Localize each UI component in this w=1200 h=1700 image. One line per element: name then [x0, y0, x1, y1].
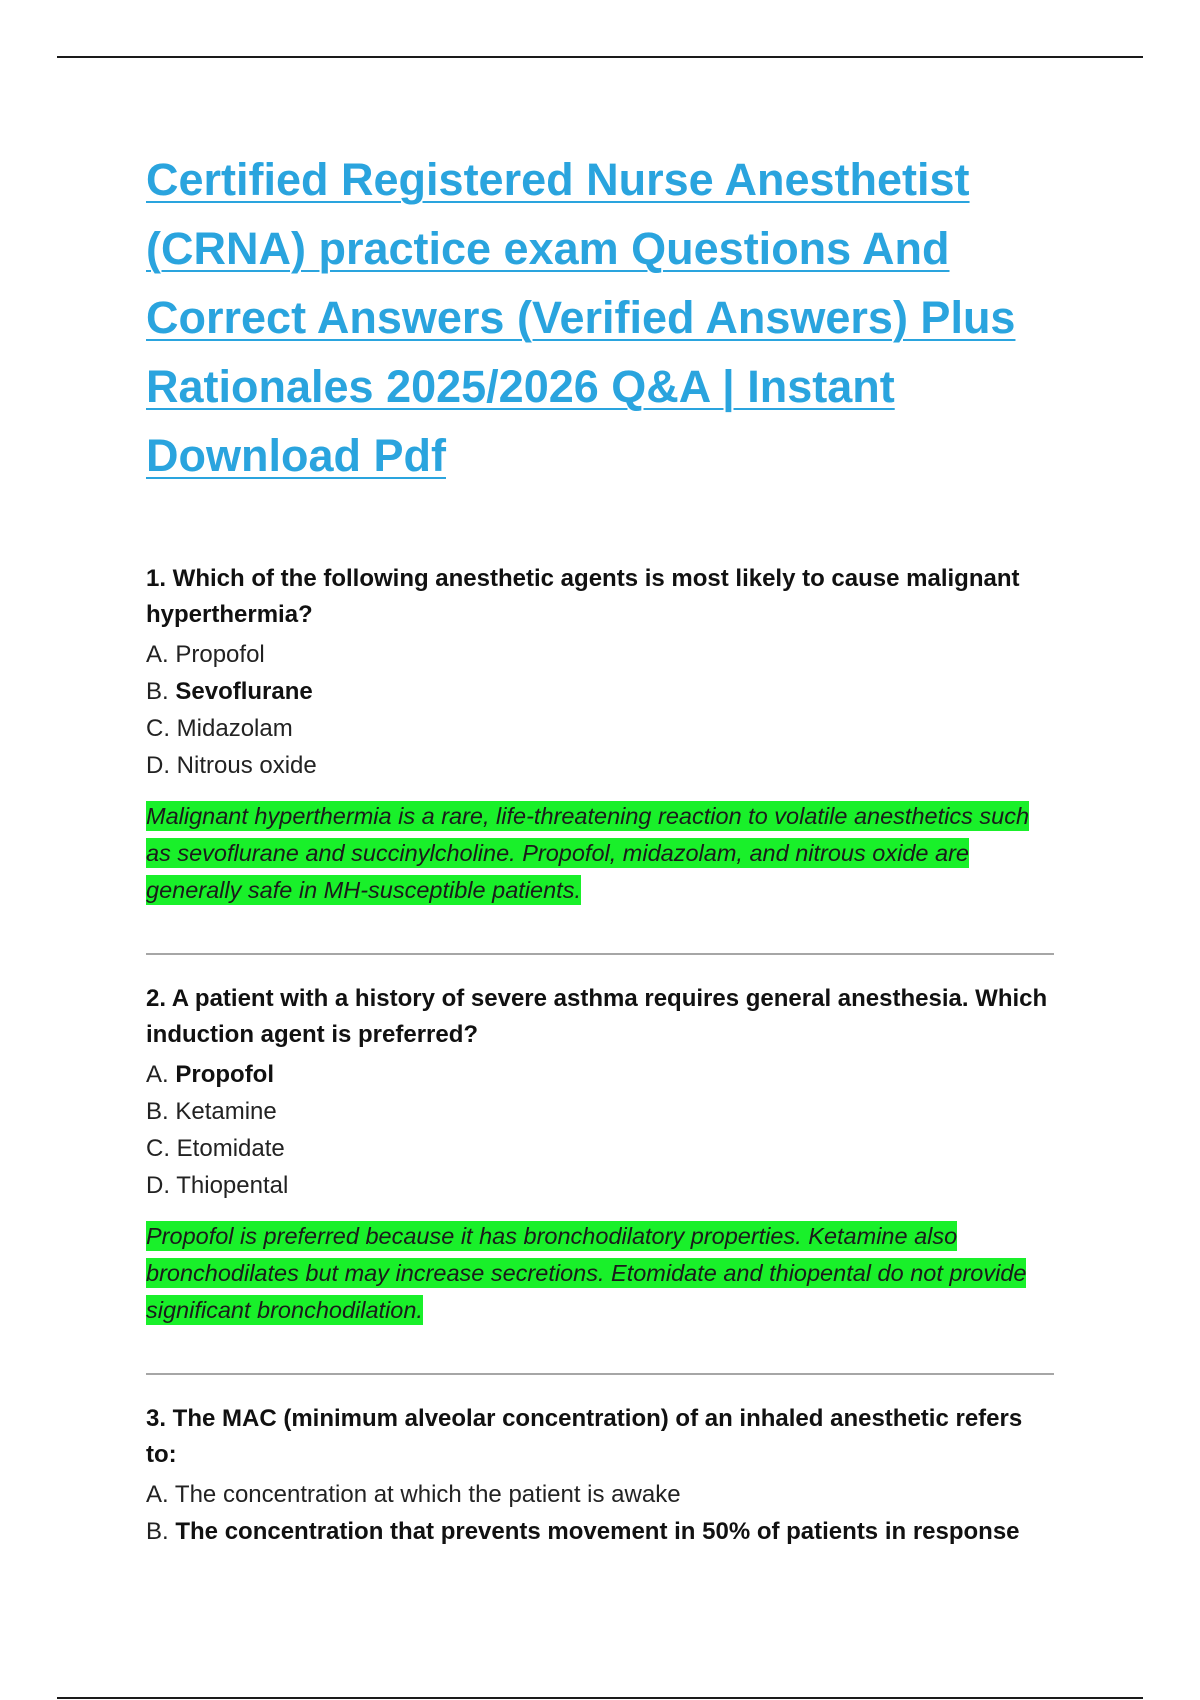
- answer-option-d: [146, 747, 1056, 784]
- option-letter: D.: [146, 752, 170, 779]
- option-text-correct: Sevoflurane: [175, 678, 313, 705]
- option-text: Ketamine: [175, 1098, 277, 1125]
- option-text: Thiopental: [176, 1172, 289, 1199]
- option-text: Midazolam: [176, 715, 293, 742]
- answer-option-a: [146, 1056, 1056, 1093]
- option-letter: B.: [146, 1518, 169, 1545]
- question-divider: [146, 1373, 1054, 1375]
- option-letter: B.: [146, 1098, 169, 1125]
- answer-options: [146, 636, 1056, 784]
- rationale-text: Propofol is preferred because it has bronchodilatory properties. Ketamine also bronchodilates but may increase secretions. Etomidate and thiopental do not provide significant bronchodilation.: [146, 1223, 1027, 1323]
- question-3: [146, 1401, 1056, 1550]
- answer-option-a: [146, 636, 1056, 673]
- option-text-correct: Propofol: [175, 1061, 275, 1088]
- option-text: Etomidate: [176, 1135, 285, 1162]
- question-divider: [146, 953, 1054, 955]
- option-text: Nitrous oxide: [176, 752, 317, 779]
- option-letter: A.: [146, 1061, 169, 1088]
- option-letter: C.: [146, 1135, 170, 1162]
- answer-options: [146, 1056, 1056, 1204]
- answer-option-c: [146, 1130, 1056, 1167]
- option-text: The concentration at which the patient is awake: [174, 1481, 681, 1508]
- answer-option-c: [146, 710, 1056, 747]
- question-2: [146, 981, 1056, 1329]
- question-text: 3. The MAC (minimum alveolar concentration) of an inhaled anesthetic refers to:: [146, 1405, 1023, 1468]
- question-text: 2. A patient with a history of severe asthma requires general anesthesia. Which induction agent is preferred?: [146, 985, 1048, 1048]
- document-body: [146, 145, 1066, 1550]
- answer-option-d: [146, 1167, 1056, 1204]
- question-1: [146, 561, 1056, 909]
- rationale: [146, 1218, 1056, 1329]
- rationale-text: Malignant hyperthermia is a rare, life-threatening reaction to volatile anesthetics such as sevoflurane and succinylcholine. Propofol, midazolam, and nitrous oxide are generally safe in MH-susceptible patients.: [146, 803, 1030, 903]
- option-letter: C.: [146, 715, 170, 742]
- page-top-rule: [57, 56, 1143, 58]
- document-title-link[interactable]: Certified Registered Nurse Anesthetist (CRNA) practice exam Questions And Correct Answers (Verified Answers) Plus Rationales 2025/2026 Q&A | Instant Download Pdf: [146, 154, 1016, 481]
- answer-option-b: [146, 1513, 1056, 1550]
- answer-option-b: [146, 1093, 1056, 1130]
- rationale: [146, 798, 1056, 909]
- answer-option-a: [146, 1476, 1056, 1513]
- option-letter: A.: [146, 1481, 169, 1508]
- option-letter: B.: [146, 678, 169, 705]
- document-title: [146, 145, 1046, 490]
- answer-option-b: [146, 673, 1056, 710]
- question-text: 1. Which of the following anesthetic agents is most likely to cause malignant hyperthermia?: [146, 565, 1020, 628]
- option-letter: D.: [146, 1172, 170, 1199]
- answer-options: [146, 1476, 1056, 1550]
- option-text: Propofol: [175, 641, 265, 668]
- page-bottom-rule: [57, 1697, 1143, 1699]
- option-letter: A.: [146, 641, 169, 668]
- option-text-correct: The concentration that prevents movement in 50% of patients in response: [175, 1518, 1020, 1545]
